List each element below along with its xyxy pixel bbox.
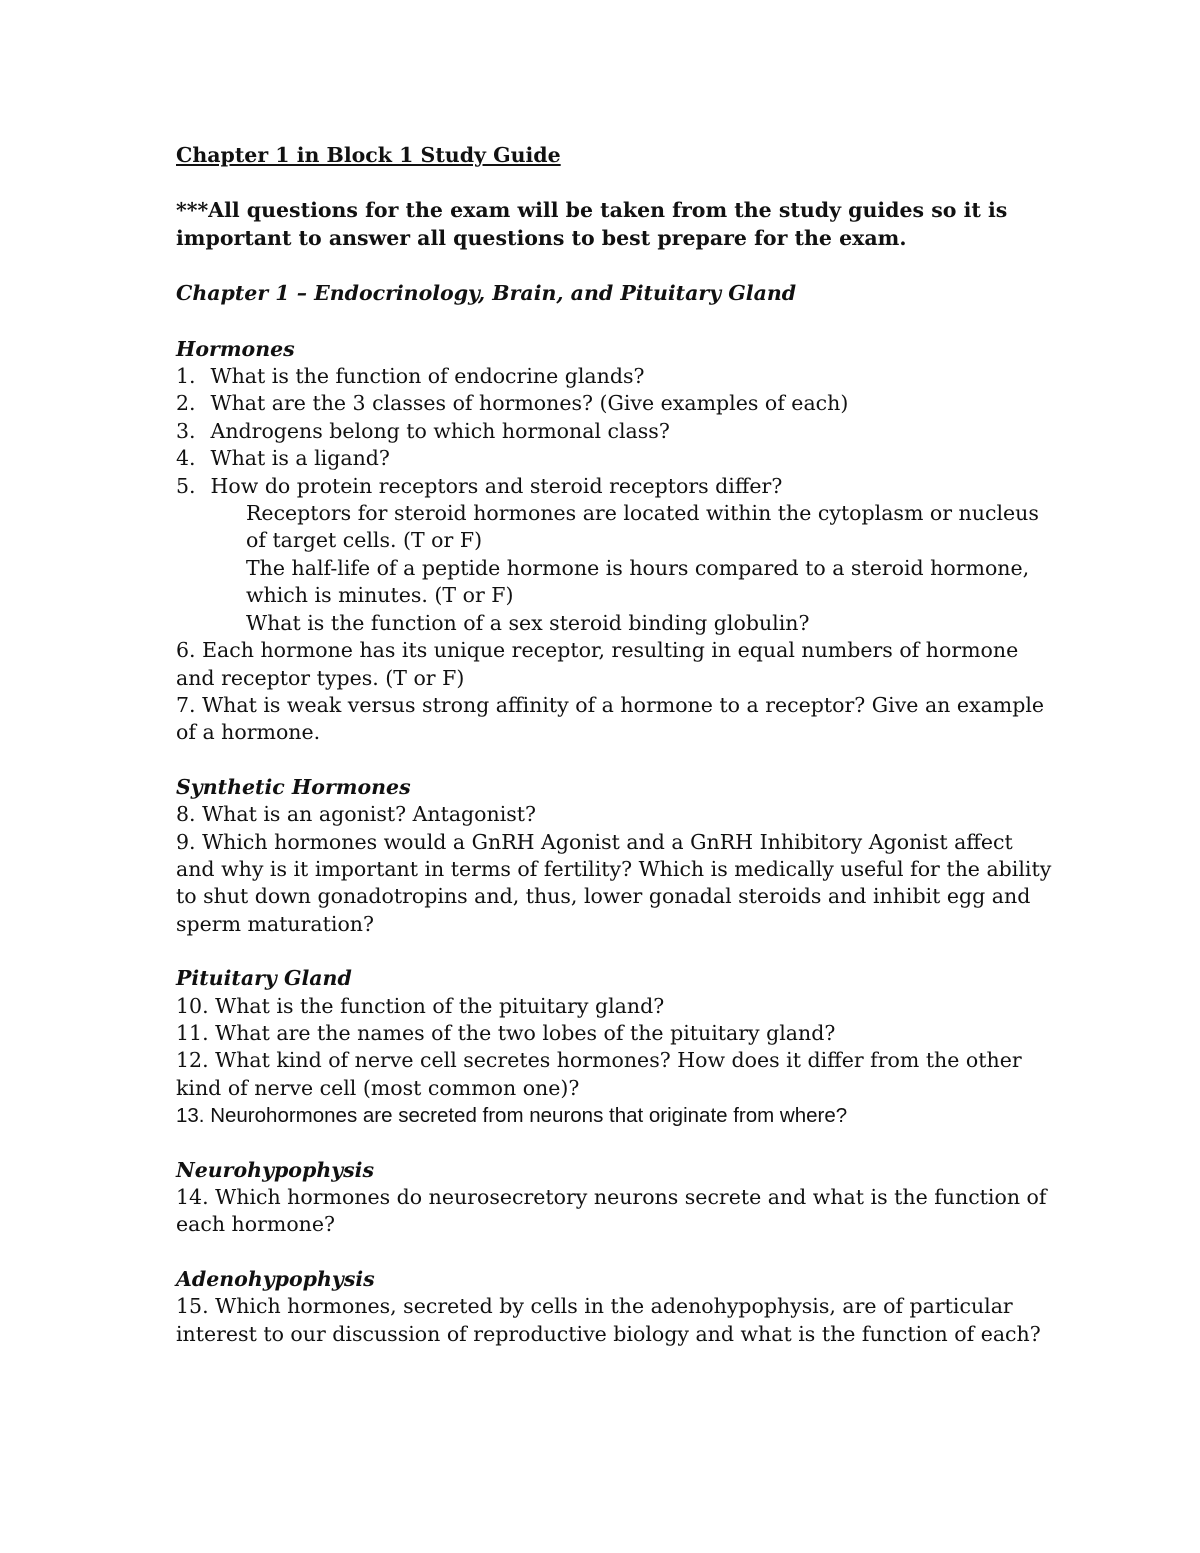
question-text: Which hormones do neurosecretory neurons secrete and what is the function of each hormone?	[176, 1185, 1047, 1237]
sub-question: The half-life of a peptide hormone is hours compared to a steroid hormone, which is minutes. (T or F)	[246, 555, 1030, 608]
question	[176, 390, 1056, 417]
question-text: What is an agonist? Antagonist?	[202, 802, 537, 827]
section-synthetic-hormones	[176, 774, 1056, 938]
question-text: What is a ligand?	[210, 446, 390, 471]
question-number: 6.	[176, 638, 196, 663]
document-page	[176, 142, 1056, 1375]
section-heading: Synthetic Hormones	[176, 774, 411, 799]
section-heading: Neurohypophysis	[176, 1157, 375, 1182]
question-number: 13.	[176, 1104, 205, 1128]
sub-question: What is the function of a sex steroid binding globulin?	[246, 610, 810, 635]
question-number: 15.	[176, 1294, 209, 1319]
sub-question: Receptors for steroid hormones are located within the cytoplasm or nucleus of target cells. (T or F)	[246, 501, 1039, 553]
document-title: Chapter 1 in Block 1 Study Guide	[176, 143, 561, 167]
question	[176, 473, 1056, 500]
question-text: How do protein receptors and steroid receptors differ?	[210, 473, 783, 498]
question	[176, 1020, 1056, 1047]
question-number: 7.	[176, 692, 196, 717]
question-text: What kind of nerve cell secretes hormones? How does it differ from the other kind of nerve cell (most common one)?	[176, 1048, 1022, 1100]
chapter-heading: Chapter 1 – Endocrinology, Brain, and Pituitary Gland	[176, 281, 797, 306]
question	[176, 418, 1056, 445]
section-pituitary-gland	[176, 965, 1056, 1129]
question-number: 8.	[176, 802, 196, 827]
section-hormones	[176, 336, 1056, 747]
question	[176, 363, 1056, 390]
question	[176, 829, 1056, 939]
question	[176, 801, 1056, 828]
question-text: What are the 3 classes of hormones? (Give examples of each)	[210, 391, 849, 416]
question-number: 1.	[176, 364, 196, 389]
question-text: What is the function of the pituitary gland?	[215, 993, 665, 1018]
question-number: 4.	[176, 446, 196, 471]
exam-note: ***All questions for the exam will be taken from the study guides so it is important to answer all questions to best prepare for the exam.	[176, 198, 1008, 250]
question-text: What is the function of endocrine glands?	[210, 364, 645, 389]
question-text: Which hormones, secreted by cells in the adenohypophysis, are of particular interest to our discussion of reproductive biology and what is the function of each?	[176, 1294, 1041, 1346]
section-heading: Hormones	[176, 336, 295, 361]
question-text: What is weak versus strong affinity of a hormone to a receptor? Give an example of a hormone.	[176, 692, 1045, 745]
question	[176, 637, 1056, 692]
section-heading: Pituitary Gland	[176, 966, 352, 991]
section-neurohypophysis	[176, 1157, 1056, 1239]
question-text: Androgens belong to which hormonal class?	[210, 418, 670, 443]
question	[176, 445, 1056, 472]
question	[176, 1102, 1056, 1129]
question-number: 12.	[176, 1048, 209, 1073]
question-number: 5.	[176, 473, 196, 498]
question-number: 14.	[176, 1185, 209, 1209]
question	[176, 1184, 1056, 1239]
question-number: 10.	[176, 993, 209, 1018]
question-text: Which hormones would a GnRH Agonist and a GnRH Inhibitory Agonist affect and why is it important in terms of fertility? Which is medically useful for the ability to shut down gonadotropins and, thus, lower gonadal steroids and inhibit egg and sperm maturation?	[176, 829, 1052, 936]
question-number: 9.	[176, 829, 196, 854]
question-text: Neurohormones are secreted from neurons that originate from where?	[210, 1104, 848, 1128]
question	[176, 1293, 1056, 1348]
question-number: 2.	[176, 391, 196, 416]
question	[176, 692, 1056, 747]
question-number: 11.	[176, 1020, 209, 1045]
question-number: 3.	[176, 418, 196, 443]
question-text: What are the names of the two lobes of the pituitary gland?	[215, 1020, 836, 1045]
section-heading: Adenohypophysis	[176, 1266, 375, 1291]
section-adenohypophysis	[176, 1266, 1056, 1348]
question	[176, 1047, 1056, 1102]
question	[176, 993, 1056, 1020]
question-text: Each hormone has its unique receptor, resulting in equal numbers of hormone and receptor types. (T or F)	[176, 638, 1019, 690]
